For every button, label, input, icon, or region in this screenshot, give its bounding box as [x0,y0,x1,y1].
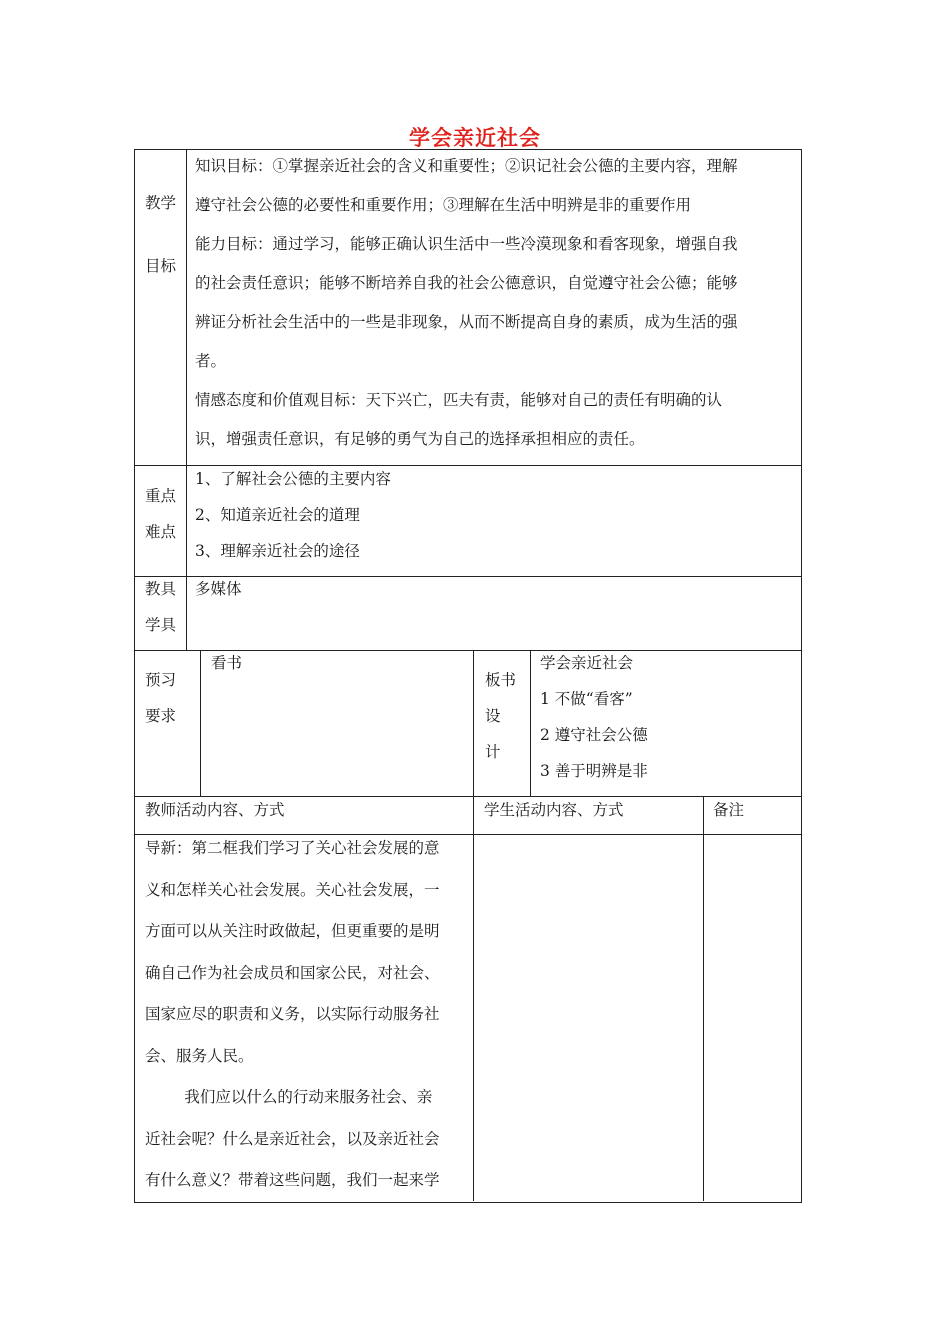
notes-header: 备注 [713,801,745,819]
teacher-content-line: 国家应尽的职责和义务，以实际行动服务社 [145,1005,440,1023]
preview-label: 预习 要求 [145,671,177,725]
objectives-line: 情感态度和价值观目标：天下兴亡，匹夫有责，能够对自己的责任有明确的认 [195,391,723,409]
teacher-content-line: 近社会呢？什么是亲近社会，以及亲近社会 [145,1129,440,1148]
objectives-line: 能力目标：通过学习，能够正确认识生活中一些冷漠现象和看客现象，增强自我 [195,235,738,253]
teacher-content-line: 有什么意义？带着这些问题，我们一起来学 [145,1171,440,1189]
board-line: 学会亲近社会 [540,654,634,672]
key-points-label: 重点 难点 [145,487,177,541]
column-divider [473,650,474,1201]
board-label: 板书 设 计 [485,671,517,761]
key-point-item: 1、了解社会公德的主要内容 [195,470,391,488]
teacher-content-line: 我们应以什么的行动来服务社会、亲 [145,1088,433,1106]
column-divider [530,650,531,796]
board-line: 1 不做“看客” [540,690,633,708]
tools-label: 教具 学具 [145,580,177,634]
column-divider [186,149,187,650]
page-title: 学会亲近社会 [409,126,541,150]
column-divider [200,650,201,796]
board-line: 3 善于明辨是非 [540,762,648,780]
tools-value: 多媒体 [195,580,242,598]
teacher-content-line: 导新：第二框我们学习了关心社会发展的意 [145,839,440,857]
student-activity-header: 学生活动内容、方式 [484,801,624,819]
objectives-label: 教学 目标 [145,194,177,275]
column-divider [703,796,704,1201]
objectives-line: 辨证分析社会生活中的一些是非现象，从而不断提高自身的素质，成为生活的强 [195,313,738,331]
key-point-item: 2、知道亲近社会的道理 [195,506,360,524]
objectives-line: 遵守社会公德的必要性和重要作用；③理解在生活中明辨是非的重要作用 [195,196,692,214]
teacher-content-line: 会、服务人民。 [145,1046,254,1065]
objectives-line: 者。 [195,352,227,370]
teacher-activity-header: 教师活动内容、方式 [145,801,285,819]
key-point-item: 3、理解亲近社会的途径 [195,542,360,560]
teacher-content-line: 义和怎样关心社会发展。关心社会发展，一 [145,880,440,899]
objectives-line: 知识目标：①掌握亲近社会的含义和重要性；②识记社会公德的主要内容，理解 [195,157,738,175]
preview-value: 看书 [211,654,243,672]
objectives-line: 的社会责任意识；能够不断培养自我的社会公德意识，自觉遵守社会公德；能够 [195,274,738,292]
teacher-content-line: 方面可以从关注时政做起，但更重要的是明 [145,922,440,940]
teacher-content-line: 确自己作为社会成员和国家公民，对社会、 [145,963,440,982]
objectives-line: 识，增强责任意识，有足够的勇气为自己的选择承担相应的责任。 [195,430,645,448]
board-line: 2 遵守社会公德 [540,726,648,744]
teacher-content [145,829,440,1189]
